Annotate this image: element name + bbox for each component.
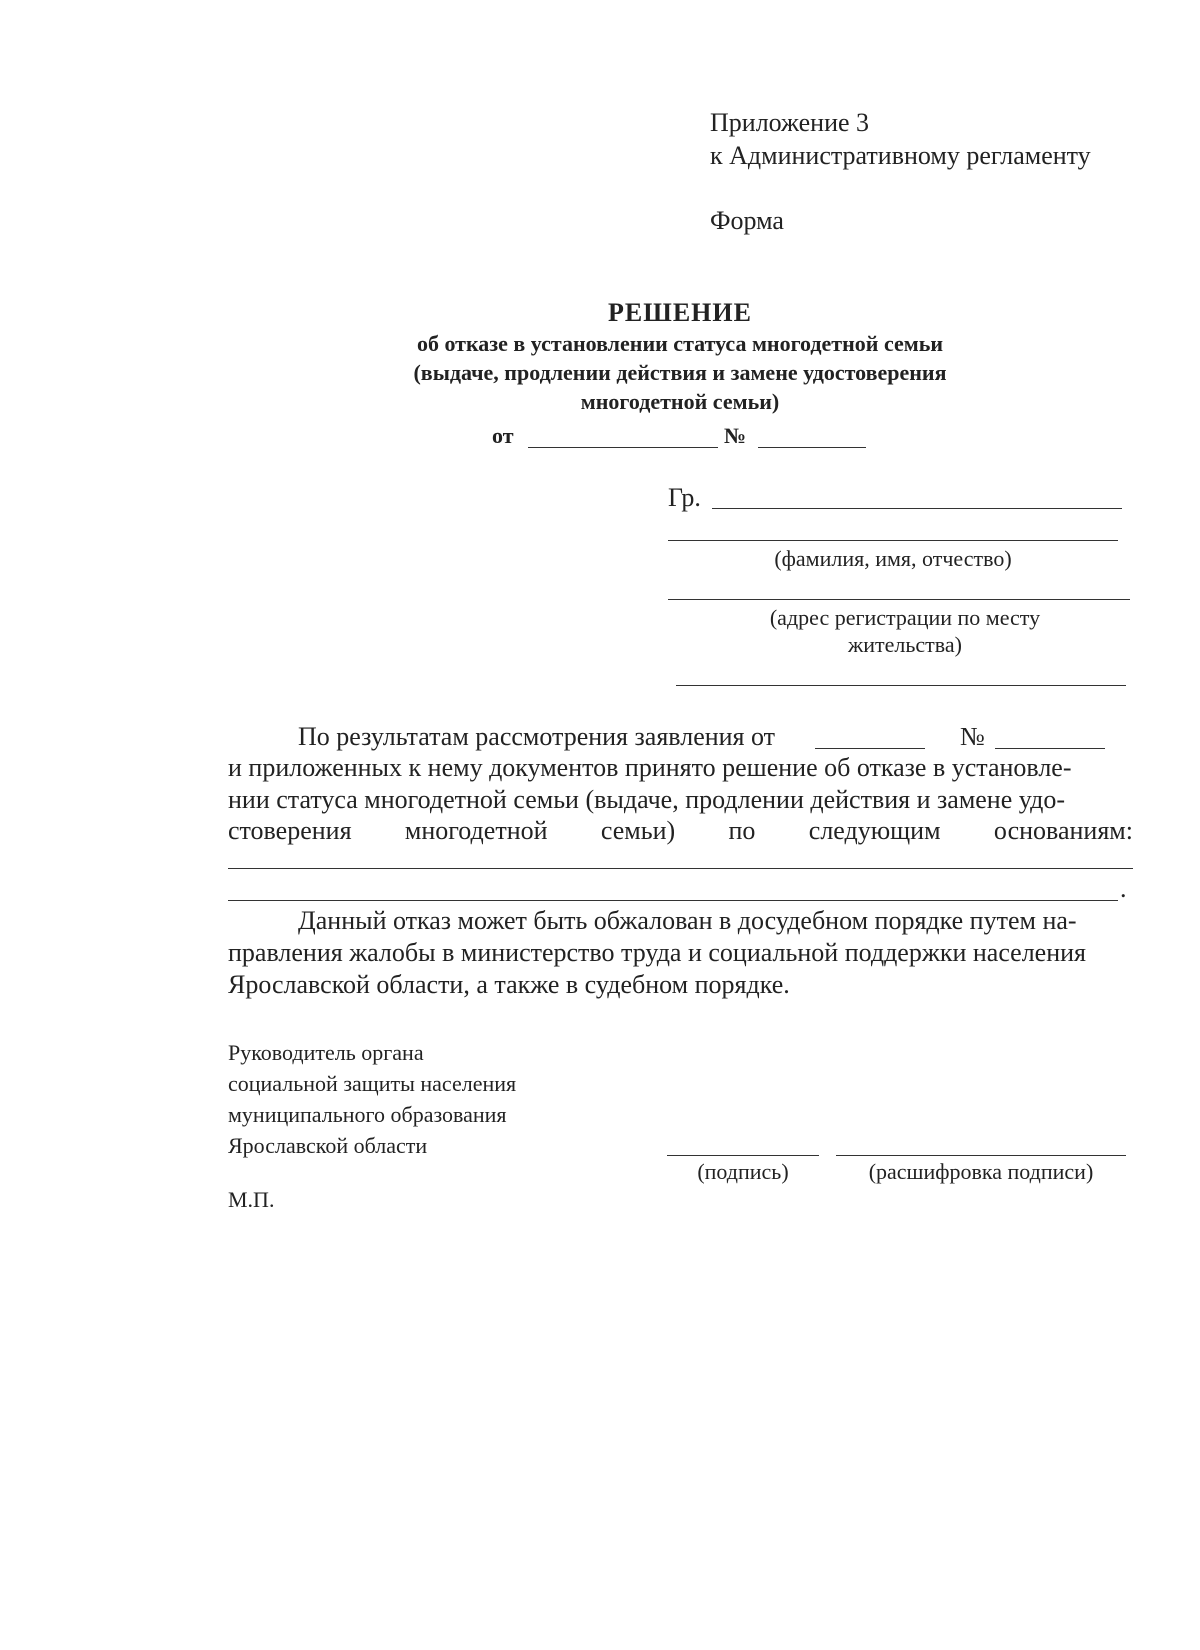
reasons-line-2[interactable] xyxy=(228,900,1118,901)
paragraph-2-line-1: Данный отказ может быть обжалован в досудебном порядке путем на- xyxy=(298,906,1077,935)
recipient-prefix: Гр. xyxy=(668,483,701,512)
paragraph-1-line-4 xyxy=(228,815,1133,847)
application-date-label: По результатам рассмотрения заявления от xyxy=(298,722,776,751)
decision-number-field[interactable] xyxy=(758,447,866,448)
form-label: Форма xyxy=(710,206,784,235)
recipient-name-line-1[interactable] xyxy=(712,508,1122,509)
appendix-label: Приложение 3 xyxy=(710,108,870,137)
application-date-field[interactable] xyxy=(815,748,925,749)
recipient-address-line[interactable] xyxy=(668,599,1130,600)
paragraph-2-line-2: правления жалобы в министерство труда и социальной поддержки населения xyxy=(228,938,1087,967)
paragraph-1-line-2: и приложенных к нему документов принято решение об отказе в установле- xyxy=(228,753,1072,782)
application-number-label: № xyxy=(960,722,985,751)
paragraph-1-line-4-word: основаниям: xyxy=(993,816,1133,845)
paragraph-1-line-3: нии статуса многодетной семьи (выдаче, продлении действия и замене удо- xyxy=(228,785,1066,814)
signature-field[interactable] xyxy=(667,1155,819,1156)
paragraph-1-line-4-word: по xyxy=(728,816,756,845)
title-line-3: многодетной семьи) xyxy=(580,389,780,414)
reglament-label: к Административному регламенту xyxy=(710,141,1091,170)
signature-decoding-caption: (расшифровка подписи) xyxy=(868,1159,1094,1184)
application-number-field[interactable] xyxy=(995,748,1105,749)
signatory-role-4: Ярославской области xyxy=(228,1133,428,1158)
address-caption-1: (адрес регистрации по месту xyxy=(769,605,1041,630)
signatory-role-2: социальной защиты населения xyxy=(228,1071,517,1096)
paragraph-1-line-4-word: семьи) xyxy=(600,816,676,845)
reasons-period: . xyxy=(1120,874,1127,903)
title-from-label: от xyxy=(492,423,514,448)
title-number-label: № xyxy=(724,423,747,448)
address-caption-2: жительства) xyxy=(848,632,962,657)
reasons-line-1[interactable] xyxy=(228,868,1133,869)
paragraph-1-start xyxy=(298,721,775,753)
title-line-2: (выдаче, продлении действия и замене удостоверения xyxy=(413,360,947,385)
title-line-1: об отказе в установлении статуса многодетной семьи xyxy=(416,331,944,356)
signatory-role-3: муниципального образования xyxy=(228,1102,507,1127)
paragraph-1-line-4-word: стоверения xyxy=(228,816,352,845)
paragraph-1-line-4-word: многодетной xyxy=(404,816,548,845)
signature-caption: (подпись) xyxy=(697,1159,789,1184)
recipient-extra-line[interactable] xyxy=(676,685,1126,686)
paragraph-2-line-3: Ярославской области, а также в судебном порядке. xyxy=(228,970,790,999)
stamp-label: М.П. xyxy=(228,1187,275,1212)
signatory-role-1: Руководитель органа xyxy=(228,1040,424,1065)
recipient-name-line-2[interactable] xyxy=(668,540,1118,541)
signature-decoding-field[interactable] xyxy=(836,1155,1126,1156)
document-title: РЕШЕНИЕ xyxy=(608,298,752,327)
paragraph-1-line-4-word: следующим xyxy=(808,816,941,845)
fio-caption: (фамилия, имя, отчество) xyxy=(774,546,1012,571)
decision-date-field[interactable] xyxy=(528,447,718,448)
